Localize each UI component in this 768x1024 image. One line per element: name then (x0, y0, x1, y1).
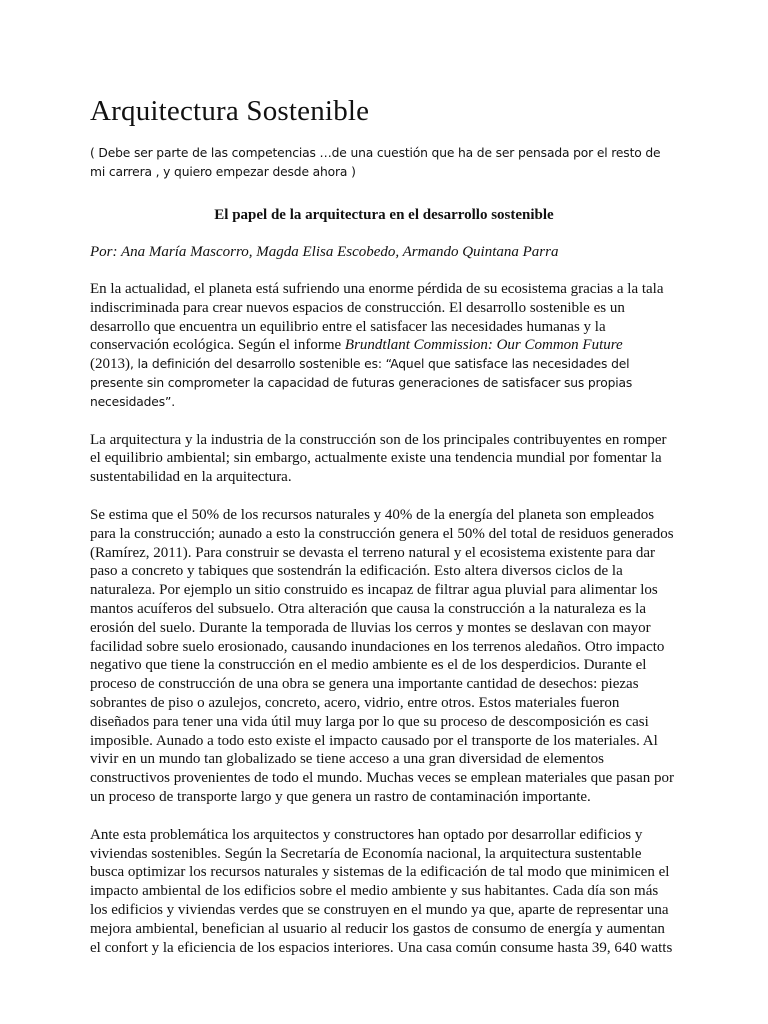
paragraph-2: La arquitectura y la industria de la construcción son de los principales contribuyentes en romper el equilibrio ambiental; sin embargo, actualmente existe una tendencia mundial por fomentar la sustentabilidad en la arquitectura. (90, 431, 667, 486)
intro-note: ( Debe ser parte de las competencias …de una cuestión que ha de ser pensada por el resto de mi carrera , y quiero empezar desde ahora ) (90, 146, 661, 179)
definition-quote: , la definición del desarrollo sostenible es: “Aquel que satisface las necesidades del presente sin comprometer la capacidad de futuras generaciones de satisfacer sus propias necesidades”. (90, 357, 633, 409)
article-subtitle: El papel de la arquitectura en el desarrollo sostenible (214, 207, 554, 223)
document-content (90, 95, 678, 957)
document-title: Arquitectura Sostenible (90, 95, 370, 127)
paragraph-4: Ante esta problemática los arquitectos y constructores han optado por desarrollar edificios y viviendas sostenibles. Según la Secretaría de Economía nacional, la arquitectura sustentable busca optimizar los recursos naturales y sistemas de la edificación de tal modo que minimicen el impacto ambiental de los edificios sobre el medio ambiente y sus habitantes. Cada día son más los edificios y viviendas verdes que se construyen en el mundo ya que, aparte de representar una mejora ambiental, benefician al usuario al reducir los gastos de consumo de energía y aumentan el confort y la eficiencia de los espacios interiores. Una casa común consume hasta 39, 640 watts (90, 826, 673, 956)
paragraph-3: Se estima que el 50% de los recursos naturales y 40% de la energía del planeta son empleados para la construcción; aunado a esto la construcción genera el 50% del total de residuos generados (Ramírez, 2011). Para construir se devasta el terreno natural y el ecosistema existente para dar paso a concreto y tabiques que sostendrán la edificación. Esto altera diversos ciclos de la naturaleza. Por ejemplo un sitio construido es incapaz de filtrar agua pluvial para alimentar los mantos acuíferos del subsuelo. Otra alteración que causa la construcción a la naturaleza es la erosión del suelo. Durante la temporada de lluvias los cerros y montes se deslavan con mayor facilidad sobre suelo erosionado, causando inundaciones en los terrenos aledaños. Otro impacto negativo que tiene la construcción en el medio ambiente es el de los desperdicios. Durante el proceso de construcción de una obra se genera una importante cantidad de desechos: piezas sobrantes de piso o azulejos, concreto, acero, vidrio, entre otros. Estos materiales fueron diseñados para tener una vida útil muy larga por lo que su proceso de descomposición es casi imposible. Aunado a todo esto existe el impacto causado por el transporte de los materiales. Al vivir en un mundo tan globalizado se tiene acceso a una gran diversidad de elementos constructivos provenientes de todo el mundo. Muchas veces se emplean materiales que pasan por un proceso de transporte largo y que genera un rastro de contaminación importante. (90, 506, 674, 805)
report-year: (2013) (90, 356, 130, 373)
paragraph-1-text: En la actualidad, el planeta está sufriendo una enorme pérdida de su ecosistema gracias a la tala indiscriminada para crear nuevos espacios de construcción. El desarrollo sostenible es un desarrollo que encuentra un equilibrio entre el satisfacer las necesidades humanas y la conservación ecológica. Según el informe (90, 281, 664, 354)
report-title: Brundtlant Commission: Our Common Future (344, 337, 623, 354)
paragraph-1 (90, 280, 678, 412)
article-authors: Por: Ana María Mascorro, Magda Elisa Escobedo, Armando Quintana Parra (90, 244, 559, 260)
